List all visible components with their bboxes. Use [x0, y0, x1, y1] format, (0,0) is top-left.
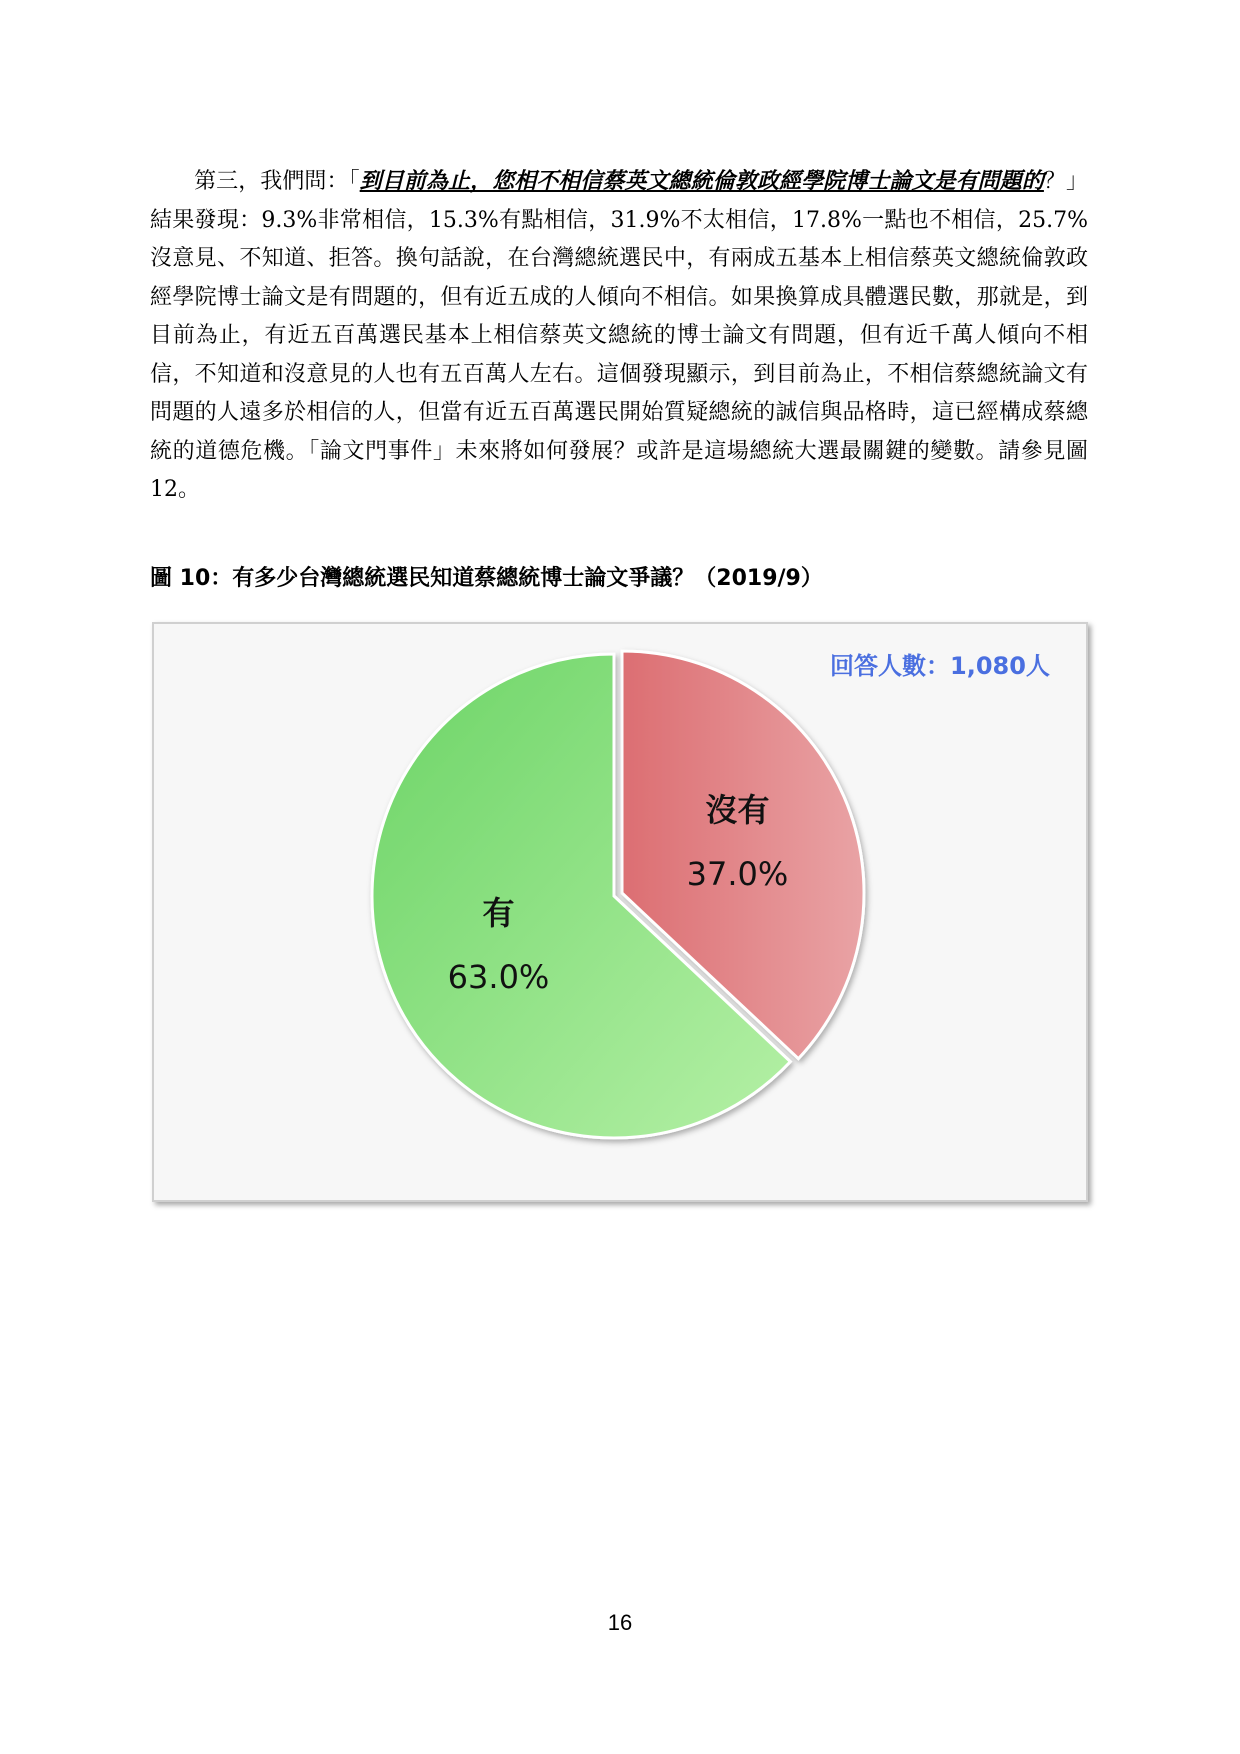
- slice-label: 沒有: [705, 791, 770, 830]
- slice-value-label: 63.0%: [447, 957, 550, 996]
- survey-question: 到目前為止，您相不相信蔡英文總統倫敦政經學院博士論文是有問題的: [359, 168, 1044, 194]
- slice-value-label: 37.0%: [686, 855, 789, 894]
- respondents-count: 回答人數：1,080人: [830, 652, 1050, 680]
- page-number: 16: [607, 1610, 633, 1635]
- paragraph-lead: 第三，我們問：「: [194, 169, 360, 194]
- figure-caption: 圖 10：有多少台灣總統選民知道蔡總統博士論文爭議？（2019/9）: [150, 566, 823, 591]
- paragraph-body: ？」結果發現：9.3%非常相信，15.3%有點相信，31.9%不太相信，17.8%一點也不相信，25.7%沒意見、不知道、拒答。換句話說，在台灣總統選民中，有兩成五基本上相信蔡英文總統倫敦政經學院博士論文是有問題的，但有近五成的人傾向不相信。如果換算成具體選民數，那就是，到目前為止，有近五百萬選民基本上相信蔡英文總統的博士論文有問題，但有近千萬人傾向不相信，不知道和沒意見的人也有五百萬人左右。這個發現顯示，到目前為止，不相信蔡總統論文有問題的人遠多於相信的人，但當有近五百萬選民開始質疑總統的誠信與品格時，這已經構成蔡總統的道德危機。「論文門事件」未來將如何發展？或許是這場總統大選最關鍵的變數。請參見圖 12。: [150, 169, 1088, 502]
- slice-label: 有: [482, 893, 515, 932]
